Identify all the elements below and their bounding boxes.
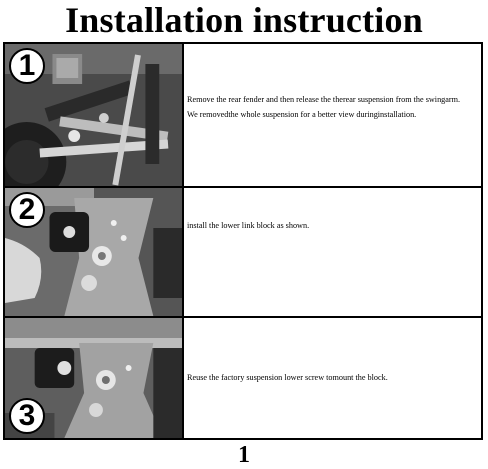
step-2-line-1: install the lower link block as shown.	[187, 221, 310, 230]
step-1	[5, 44, 481, 188]
page-number: 1	[238, 442, 250, 468]
step-1-line-2: We removedthe whole suspension for a better view duringinstallation.	[187, 110, 417, 119]
step-number-1: 1	[9, 48, 45, 84]
step-number-3: 3	[9, 398, 45, 434]
step-3	[5, 318, 481, 438]
page-title: Installation instruction	[65, 0, 423, 40]
step-1-text	[187, 92, 477, 122]
step-1-line-1: Remove the rear fender and then release the therear suspension from the swingarm.	[187, 95, 461, 104]
step-3-text	[187, 370, 477, 385]
instruction-steps	[3, 42, 483, 440]
step-number-2: 2	[9, 192, 45, 228]
step-3-line-1: Reuse the factory suspension lower screw tomount the block.	[187, 373, 388, 382]
step-2-text	[187, 218, 477, 233]
step-2	[5, 188, 481, 318]
